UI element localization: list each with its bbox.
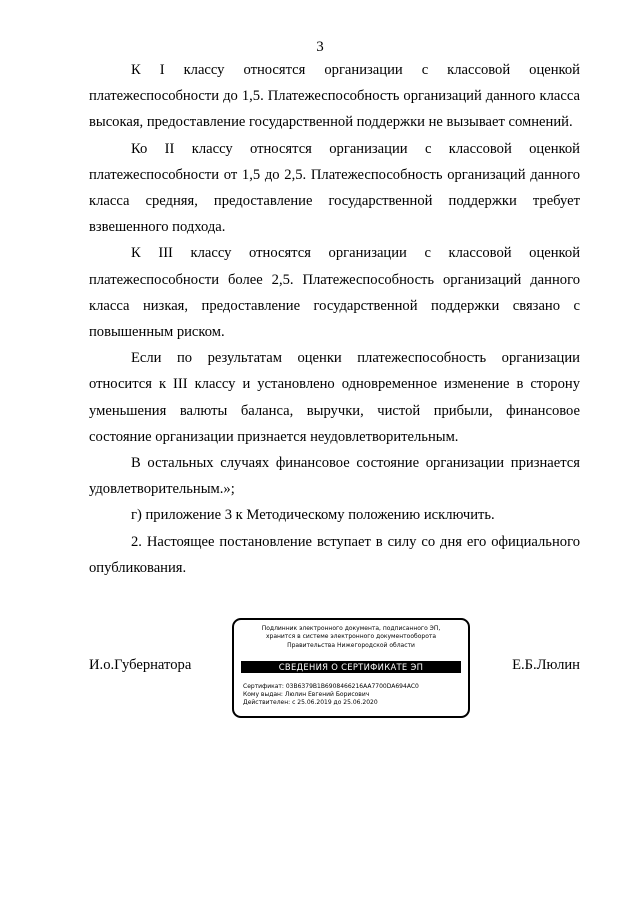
stamp-header-line: Подлинник электронного документа, подписанного ЭП, bbox=[261, 625, 441, 632]
paragraph-appendix: г) приложение 3 к Методическому положению исключить. bbox=[131, 507, 495, 524]
stamp-details bbox=[243, 683, 462, 707]
paragraph-class-3: К III классу относятся организации с классовой оценкой платежеспособности более 2,5. Платежеспособность организаций данного класса низкая, предоставление государственной поддержки связано с повышенным риском. bbox=[89, 245, 580, 341]
stamp-certificate-line bbox=[243, 683, 462, 691]
stamp-header-line: хранится в системе электронного документооборота bbox=[265, 633, 437, 641]
signer-name: Е.Б.Люлин bbox=[512, 657, 580, 673]
stamp-issued-to-value: Люлин Евгений Борисович bbox=[284, 691, 370, 698]
stamp-header-line: Правительства Нижегородской области bbox=[287, 641, 415, 649]
stamp-certificate-label: Сертификат: bbox=[243, 683, 284, 690]
paragraph-satisfactory: В остальных случаях финансовое состояние организации признается удовлетворительным.»; bbox=[89, 455, 580, 498]
stamp-certificate-value: 03B6379B1B6908466216AA7700DA694AC0 bbox=[285, 683, 419, 690]
signer-position: И.о.Губернатора bbox=[89, 657, 192, 673]
page-number: 3 bbox=[316, 39, 324, 55]
stamp-valid-label: Действителен: bbox=[243, 699, 291, 706]
electronic-signature-stamp bbox=[232, 618, 470, 718]
stamp-issued-to-line bbox=[243, 691, 462, 699]
stamp-header bbox=[240, 625, 462, 650]
document-body bbox=[89, 57, 580, 581]
paragraph-effective: 2. Настоящее постановление вступает в силу со дня его официального опубликования. bbox=[89, 533, 580, 576]
paragraph-class-2: Ко II классу относятся организации с классовой оценкой платежеспособности от 1,5 до 2,5. Платежеспособность организаций данного класса средняя, предоставление государственной поддержки требует взвешенного подхода. bbox=[89, 140, 580, 236]
stamp-valid-value: с 25.06.2019 до 25.06.2020 bbox=[292, 699, 378, 706]
paragraph-unsatisfactory: Если по результатам оценки платежеспособность организации относится к III классу и установлено одновременное изменение в сторону уменьшения валюты баланса, выручки, чистой прибыли, финансовое состояние организации признается неудовлетворительным. bbox=[89, 350, 580, 445]
paragraph-class-1: К I классу относятся организации с классовой оценкой платежеспособности до 1,5. Платежеспособность организаций данного класса высокая, предоставление государственной поддержки не вызывает сомнений. bbox=[89, 62, 580, 131]
stamp-issued-to-label: Кому выдан: bbox=[243, 691, 283, 698]
stamp-certificate-title: СВЕДЕНИЯ О СЕРТИФИКАТЕ ЭП bbox=[241, 661, 461, 673]
stamp-valid-line bbox=[243, 699, 462, 707]
